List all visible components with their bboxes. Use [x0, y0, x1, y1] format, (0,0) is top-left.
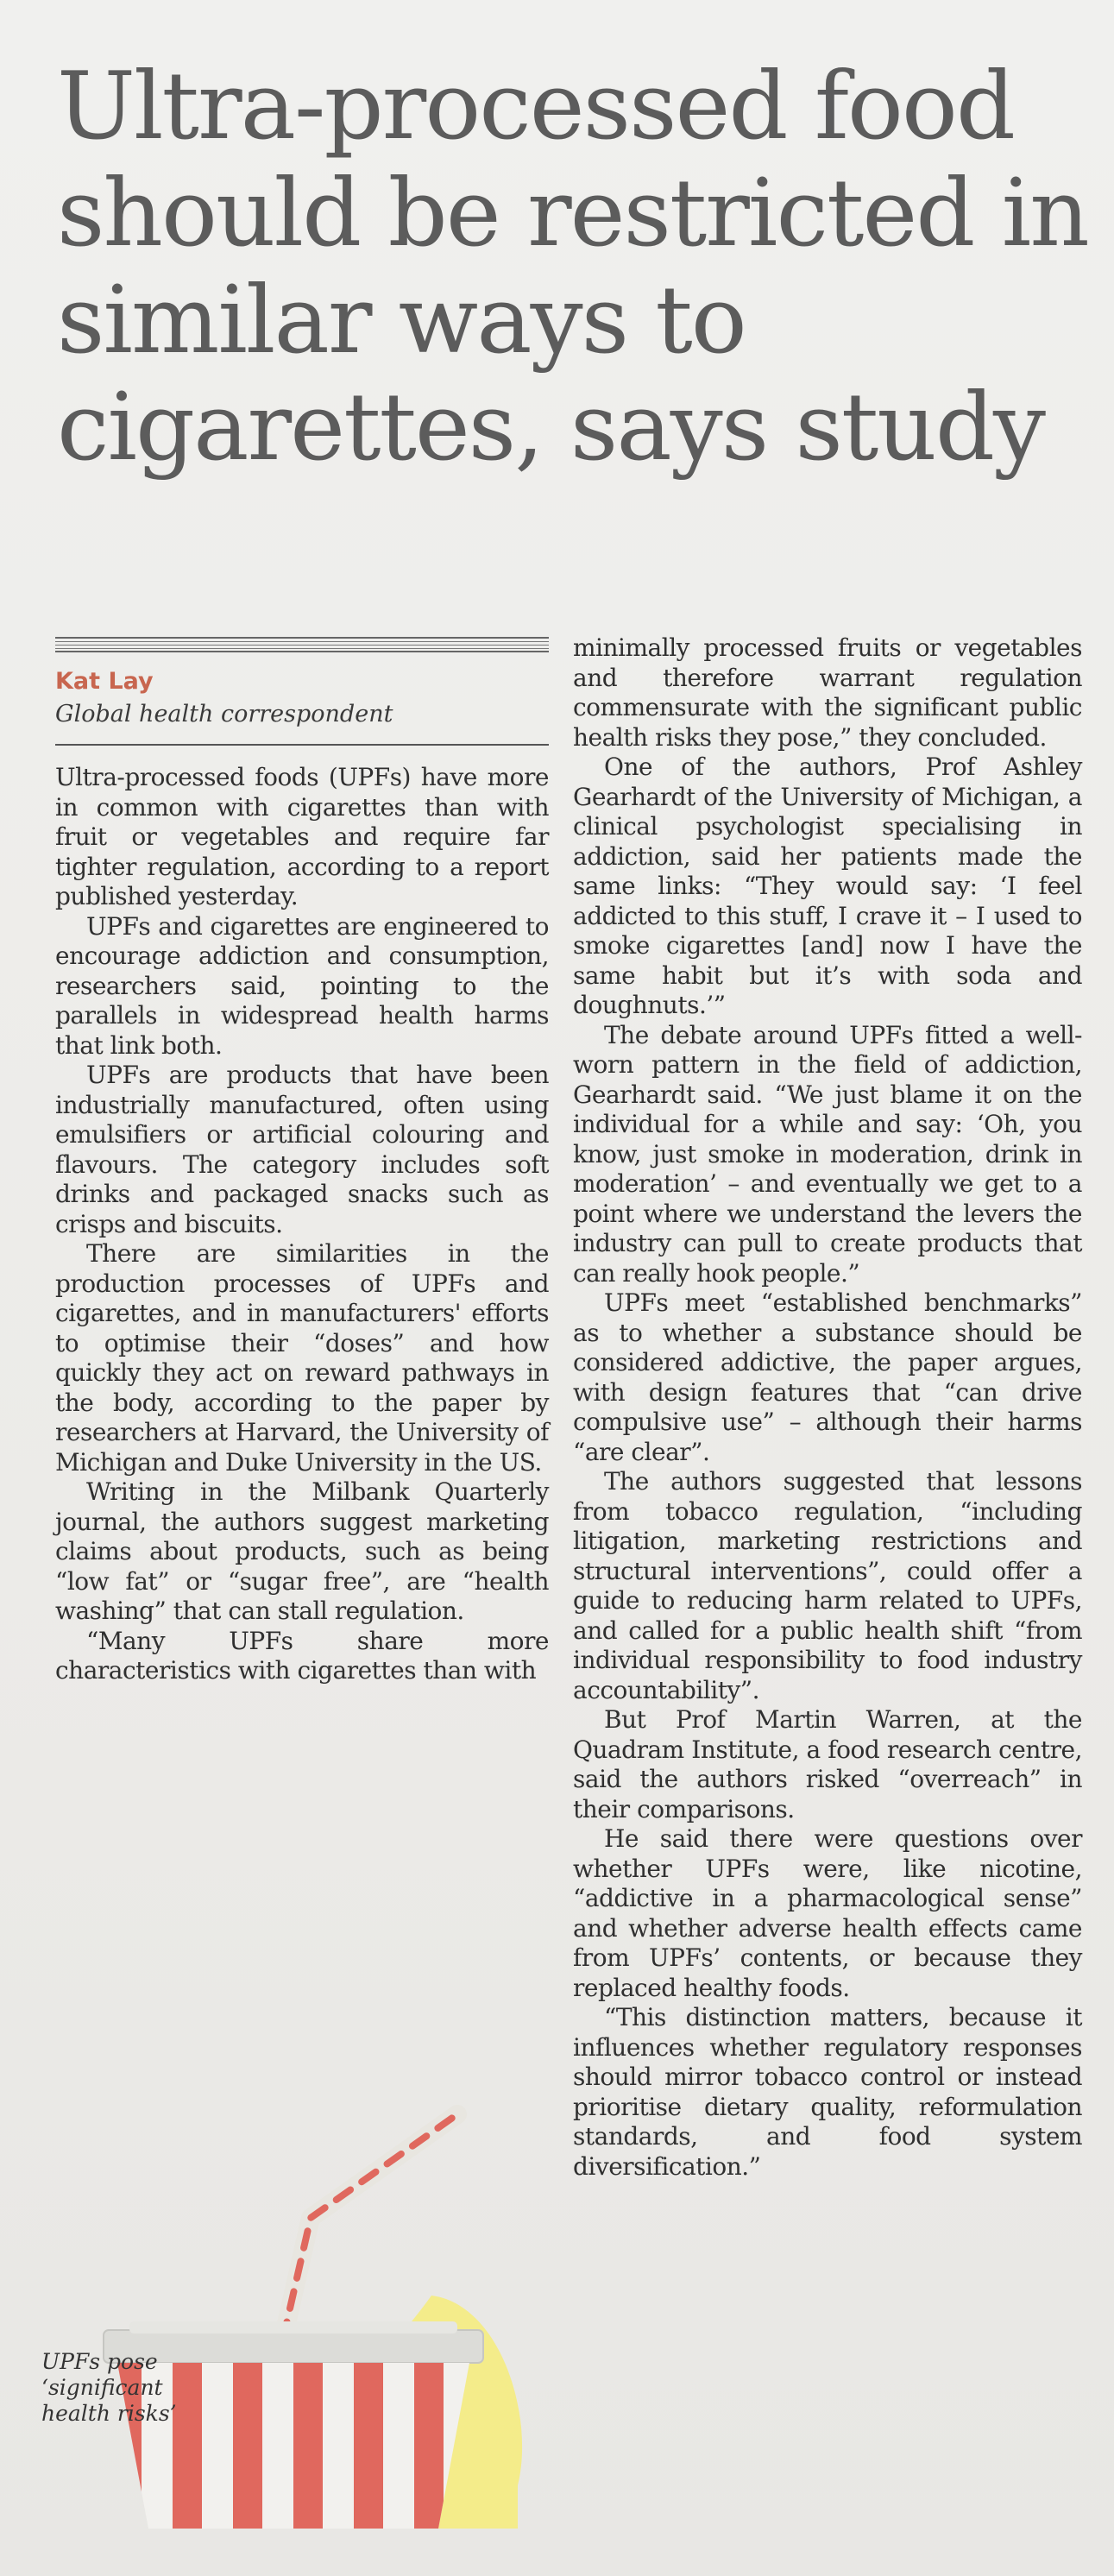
byline-author: Kat Lay: [55, 668, 154, 695]
paragraph: There are similarities in the production processes of UPFs and cigarettes, and in manufacturers' efforts to optimise their “doses” and how quickly they act on reward pathways in the body, according to the paper by researchers at Harvard, the University of Michigan and Duke University in the US.: [55, 1239, 549, 1477]
paragraph: But Prof Martin Warren, at the Quadram Institute, a food research centre, said the authors risked “overreach” in their comparisons.: [573, 1705, 1082, 1823]
paragraph: One of the authors, Prof Ashley Gearhardt of the University of Michigan, a clinical psychologist specialising in addiction, said her patients made the same links: “They would say: ‘I feel addicted to this stuff, I crave it – I used to smoke cigarettes [and] now I have the same habit but it’s with soda and doughnuts.’”: [573, 753, 1082, 1019]
caption-line: UPFs pose: [41, 2349, 158, 2374]
paragraph: He said there were questions over whether UPFs were, like nicotine, “addictive in a pharmacological sense” and whether adverse health effects came from UPFs’ contents, or because they replaced healthy foods.: [573, 1824, 1082, 2002]
paragraph: The debate around UPFs fitted a well-worn pattern in the field of addiction, Gearhardt said. “We just blame it on the individual for a while and say: ‘Oh, you know, just smoke in moderation, drink in moderation’ – and eventually we get to a point where we understand the levers the industry can pull to create products that can really hook people.”: [573, 1020, 1082, 1288]
paragraph: minimally processed fruits or vegetables and therefore warrant regulation commensurate with the significant public health risks they pose,” they concluded.: [573, 633, 1082, 752]
paragraph: “Many UPFs share more characteristics with cigarettes than with: [55, 1626, 549, 1685]
image-caption: [41, 2349, 223, 2427]
paragraph: UPFs and cigarettes are engineered to encourage addiction and consumption, researchers said, pointing to the parallels in widespread health harms that link both.: [55, 911, 549, 1060]
paragraph: UPFs are products that have been industrially manufactured, often using emulsifiers or artificial colouring and flavours. The category includes soft drinks and packaged snacks such as crisps and biscuits.: [55, 1061, 549, 1238]
paragraph: UPFs meet “established benchmarks” as to whether a substance should be considered addictive, the paper argues, with design features that “can drive compulsive use” – although their harms “are clear”.: [573, 1288, 1082, 1466]
caption-line: health risks’: [41, 2401, 177, 2426]
paragraph: Writing in the Milbank Quarterly journal, the authors suggest marketing claims about products, such as being “low fat” or “sugar free”, are “health washing” that can stall regulation.: [55, 1477, 549, 1625]
byline-divider: [55, 744, 549, 746]
byline-rule: [55, 637, 549, 652]
paragraph: “This distinction matters, because it influences whether regulatory responses should mirror tobacco control or instead prioritise dietary quality, reformulation standards, and food system diversification.”: [573, 2003, 1082, 2181]
right-column: [573, 633, 1082, 2182]
paragraph: The authors suggested that lessons from tobacco regulation, “including litigation, marketing restrictions and structural interventions”, could offer a guide to reducing harm related to UPFs, and called for a public health shift “from individual responsibility to food industry accountability”.: [573, 1467, 1082, 1704]
caption-line: ‘significant: [41, 2375, 163, 2400]
byline-role: Global health correspondent: [55, 701, 393, 727]
paragraph: Ultra-processed foods (UPFs) have more in common with cigarettes than with fruit or vegetables and require far tighter regulation, according to a report published yesterday.: [55, 763, 549, 910]
left-column: [55, 763, 549, 1686]
soda-cup-illustration: [52, 1933, 535, 2529]
headline: Ultra-processed food should be restricted in similar ways to cigarettes, says study: [57, 53, 1088, 482]
